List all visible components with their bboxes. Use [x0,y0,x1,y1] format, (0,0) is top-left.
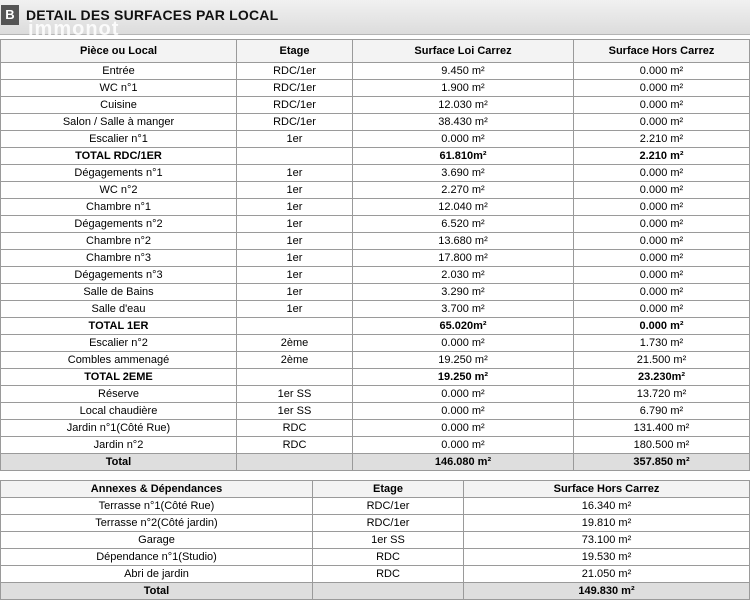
cell-local: Dégagements n°2 [1,216,237,233]
cell-etage: 1er [237,165,353,182]
table-row [1,63,750,80]
cell-hors: 0.000 m² [574,80,750,97]
cell-carrez: 13.680 m² [353,233,574,250]
col-header-hors-carrez: Surface Hors Carrez [574,40,750,63]
cell-hors: 0.000 m² [574,97,750,114]
cell-local: Chambre n°3 [1,250,237,267]
table-subtotal-row [1,369,750,386]
cell-hors: 0.000 m² [574,250,750,267]
table-subtotal-row [1,318,750,335]
cell-carrez: 19.250 m² [353,369,574,386]
cell-carrez: 0.000 m² [353,403,574,420]
table-subtotal-row [1,148,750,165]
cell-hors: 73.100 m² [464,532,750,549]
cell-hors: 357.850 m² [574,454,750,471]
surfaces-table [0,39,750,471]
cell-etage: 2ème [237,352,353,369]
cell-carrez: 0.000 m² [353,420,574,437]
cell-etage: RDC/1er [237,97,353,114]
cell-etage: 1er [237,199,353,216]
cell-local: Garage [1,532,313,549]
cell-hors: 0.000 m² [574,63,750,80]
col-header-local: Pièce ou Local [1,40,237,63]
cell-hors: 0.000 m² [574,284,750,301]
cell-etage: 1er [237,182,353,199]
cell-hors: 19.530 m² [464,549,750,566]
cell-etage [237,369,353,386]
cell-carrez: 2.030 m² [353,267,574,284]
table-total-row [1,583,750,600]
cell-etage [313,583,464,600]
cell-hors: 149.830 m² [464,583,750,600]
table-row [1,97,750,114]
table-row [1,131,750,148]
cell-etage: 1er [237,267,353,284]
cell-etage: 1er [237,233,353,250]
table-row [1,114,750,131]
cell-hors: 0.000 m² [574,216,750,233]
cell-carrez: 0.000 m² [353,386,574,403]
cell-carrez: 3.690 m² [353,165,574,182]
table-header-row [1,40,750,63]
cell-etage: 1er [237,284,353,301]
cell-local: Dégagements n°3 [1,267,237,284]
col-header-annexes: Annexes & Dépendances [1,481,313,498]
cell-etage: RDC [313,549,464,566]
cell-hors: 131.400 m² [574,420,750,437]
col-header-hors-carrez: Surface Hors Carrez [464,481,750,498]
cell-carrez: 0.000 m² [353,437,574,454]
cell-etage: RDC [313,566,464,583]
cell-etage: 1er SS [313,532,464,549]
cell-hors: 0.000 m² [574,199,750,216]
cell-hors: 0.000 m² [574,114,750,131]
table-header-row [1,481,750,498]
table-row [1,386,750,403]
table-row [1,80,750,97]
table-row [1,165,750,182]
cell-carrez: 1.900 m² [353,80,574,97]
cell-carrez: 3.700 m² [353,301,574,318]
table-row [1,566,750,583]
cell-hors: 180.500 m² [574,437,750,454]
cell-local: Terrasse n°2(Côté jardin) [1,515,313,532]
table-row [1,549,750,566]
cell-local: Jardin n°1(Côté Rue) [1,420,237,437]
cell-carrez: 61.810m² [353,148,574,165]
table-row [1,403,750,420]
cell-carrez: 38.430 m² [353,114,574,131]
cell-local: Jardin n°2 [1,437,237,454]
table-row [1,301,750,318]
col-header-etage: Etage [237,40,353,63]
cell-etage: RDC [237,420,353,437]
cell-etage: 1er [237,301,353,318]
cell-local: Escalier n°2 [1,335,237,352]
cell-local: Dégagements n°1 [1,165,237,182]
cell-etage: RDC/1er [313,498,464,515]
col-header-carrez: Surface Loi Carrez [353,40,574,63]
section-header [0,0,750,40]
col-header-etage: Etage [313,481,464,498]
cell-local: Local chaudière [1,403,237,420]
cell-carrez: 9.450 m² [353,63,574,80]
cell-etage: RDC/1er [237,80,353,97]
table-row [1,437,750,454]
cell-hors: 13.720 m² [574,386,750,403]
cell-hors: 16.340 m² [464,498,750,515]
cell-carrez: 12.030 m² [353,97,574,114]
table-row [1,352,750,369]
cell-carrez: 65.020m² [353,318,574,335]
cell-hors: 23.230m² [574,369,750,386]
table-row [1,498,750,515]
cell-hors: 21.500 m² [574,352,750,369]
cell-local: TOTAL 2EME [1,369,237,386]
table-row [1,420,750,437]
cell-etage: 2ème [237,335,353,352]
cell-local: Salon / Salle à manger [1,114,237,131]
cell-local: Terrasse n°1(Côté Rue) [1,498,313,515]
cell-etage: 1er SS [237,403,353,420]
cell-carrez: 17.800 m² [353,250,574,267]
table-row [1,335,750,352]
cell-etage: RDC [237,437,353,454]
cell-etage: RDC/1er [237,114,353,131]
cell-local: Total [1,454,237,471]
cell-hors: 2.210 m² [574,148,750,165]
cell-etage: RDC/1er [313,515,464,532]
cell-carrez: 19.250 m² [353,352,574,369]
table-row [1,233,750,250]
cell-carrez: 12.040 m² [353,199,574,216]
cell-etage: 1er SS [237,386,353,403]
table-row [1,182,750,199]
cell-local: Chambre n°2 [1,233,237,250]
cell-hors: 0.000 m² [574,165,750,182]
cell-carrez: 146.080 m² [353,454,574,471]
cell-etage [237,454,353,471]
cell-etage: 1er [237,216,353,233]
cell-carrez: 2.270 m² [353,182,574,199]
cell-local: WC n°1 [1,80,237,97]
cell-carrez: 0.000 m² [353,335,574,352]
cell-local: Escalier n°1 [1,131,237,148]
cell-etage [237,148,353,165]
cell-local: Salle de Bains [1,284,237,301]
cell-etage: 1er [237,131,353,148]
cell-local: Dépendance n°1(Studio) [1,549,313,566]
cell-carrez: 6.520 m² [353,216,574,233]
cell-local: Salle d'eau [1,301,237,318]
cell-local: Combles ammenagé [1,352,237,369]
section-title: DETAIL DES SURFACES PAR LOCAL [26,7,279,23]
cell-local: WC n°2 [1,182,237,199]
cell-local: Cuisine [1,97,237,114]
table-row [1,532,750,549]
section-badge: B [1,5,19,25]
table-row [1,216,750,233]
cell-hors: 0.000 m² [574,267,750,284]
cell-hors: 1.730 m² [574,335,750,352]
table-total-row [1,454,750,471]
table-row [1,250,750,267]
cell-local: TOTAL RDC/1ER [1,148,237,165]
cell-local: Abri de jardin [1,566,313,583]
table-row [1,515,750,532]
cell-local: TOTAL 1ER [1,318,237,335]
table-row [1,284,750,301]
cell-local: Entrée [1,63,237,80]
table-row [1,267,750,284]
cell-hors: 0.000 m² [574,301,750,318]
cell-etage [237,318,353,335]
watermark: immonot [28,18,120,40]
cell-local: Réserve [1,386,237,403]
cell-hors: 6.790 m² [574,403,750,420]
cell-hors: 19.810 m² [464,515,750,532]
cell-hors: 21.050 m² [464,566,750,583]
cell-carrez: 0.000 m² [353,131,574,148]
cell-hors: 0.000 m² [574,182,750,199]
cell-hors: 2.210 m² [574,131,750,148]
cell-carrez: 3.290 m² [353,284,574,301]
cell-hors: 0.000 m² [574,233,750,250]
cell-etage: RDC/1er [237,63,353,80]
cell-hors: 0.000 m² [574,318,750,335]
table-row [1,199,750,216]
annexes-table [0,480,750,600]
cell-etage: 1er [237,250,353,267]
cell-local: Chambre n°1 [1,199,237,216]
cell-local: Total [1,583,313,600]
